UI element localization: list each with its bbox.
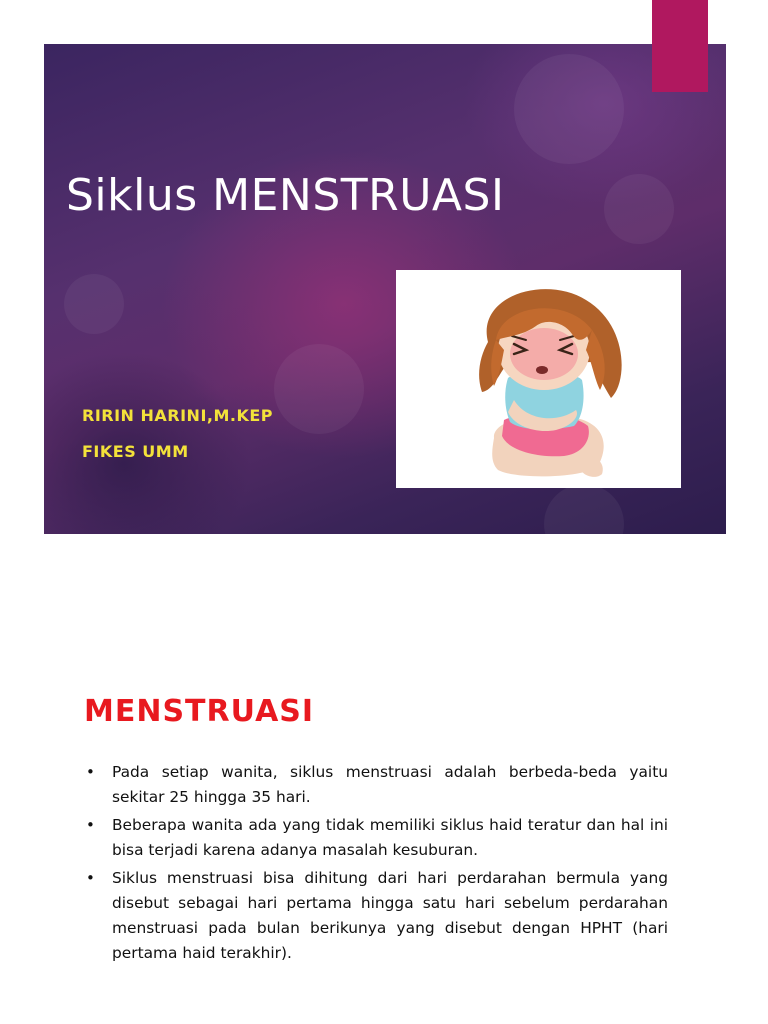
illustration-frame bbox=[396, 270, 681, 488]
author-name: RIRIN HARINI,M.KEP bbox=[82, 406, 274, 425]
bullet-symbol: • bbox=[86, 816, 95, 834]
bullet-text: Beberapa wanita ada yang tidak memiliki siklus haid teratur dan hal ini bisa terjadi karena adanya masalah kesuburan. bbox=[112, 816, 668, 859]
bokeh-circle bbox=[64, 274, 124, 334]
list-item bbox=[84, 760, 668, 810]
section-heading: MENSTRUASI bbox=[84, 694, 315, 729]
accent-tab bbox=[652, 0, 708, 92]
bokeh-circle bbox=[544, 484, 624, 534]
bokeh-circle bbox=[604, 174, 674, 244]
bullet-symbol: • bbox=[86, 869, 95, 887]
bullet-text: Siklus menstruasi bisa dihitung dari hari perdarahan bermula yang disebut sebagai hari pertama hingga satu hari sebelum perdarahan menstruasi pada bulan berikunya yang disebut dengan HPHT (hari pertama haid terakhir). bbox=[112, 869, 668, 962]
bullet-list bbox=[84, 760, 668, 969]
bullet-symbol: • bbox=[86, 763, 95, 781]
list-item bbox=[84, 813, 668, 863]
title-slide bbox=[44, 44, 726, 534]
slide-title: Siklus MENSTRUASI bbox=[66, 170, 505, 221]
bokeh-circle bbox=[514, 54, 624, 164]
institution-name: FIKES UMM bbox=[82, 442, 189, 461]
bullet-text: Pada setiap wanita, siklus menstruasi adalah berbeda-beda yaitu sekitar 25 hingga 35 hari. bbox=[112, 763, 668, 806]
girl-with-stomach-pain-illustration bbox=[396, 270, 681, 488]
list-item bbox=[84, 866, 668, 966]
bokeh-circle bbox=[274, 344, 364, 434]
